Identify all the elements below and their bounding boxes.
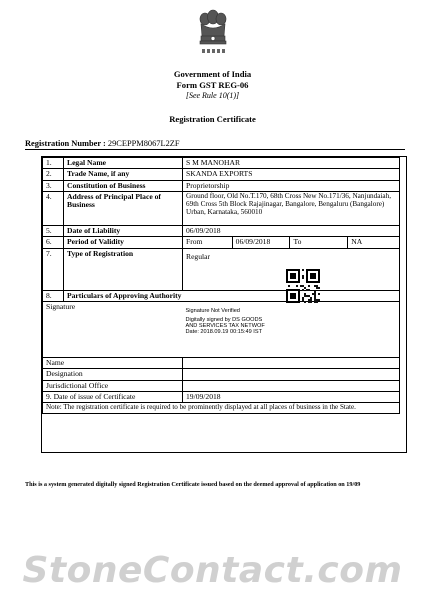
government-heading: Government of India	[173, 69, 252, 79]
table-row	[43, 392, 400, 403]
national-emblem-icon	[196, 8, 230, 60]
signature-label: Signature	[43, 302, 183, 358]
registration-number	[25, 139, 180, 148]
liability-date-label: Date of Liability	[64, 226, 183, 237]
address-value: Ground floor, Old No.T.170, 68th Cross New No.171/36, Nanjundaiah, 69th Cross 5th Block Rajajinagar, Bangalore, Bengaluru (Bangalore) Urban, Karnataka, 560010	[183, 192, 400, 226]
watermark: StoneContact.com	[22, 550, 403, 591]
address-label: Address of Principal Place of Business	[64, 192, 183, 226]
constitution-label: Constitution of Business	[64, 180, 183, 191]
certificate-table	[42, 157, 400, 414]
table-row	[43, 169, 400, 180]
trade-name-value: SKANDA EXPORTS	[183, 169, 400, 180]
designation-label: Designation	[43, 369, 183, 380]
signature-block	[183, 302, 400, 358]
signature-status: Signature Not Verified	[185, 308, 240, 315]
legal-name-value: S M MANOHAR	[183, 158, 400, 169]
table-row	[43, 158, 400, 169]
qr-code-icon	[286, 269, 320, 303]
jurisdictional-office-label: Jurisdictional Office	[43, 380, 183, 391]
jurisdictional-office-value	[183, 380, 400, 391]
table-row	[43, 192, 400, 226]
liability-date-value: 06/09/2018	[183, 226, 400, 237]
table-row	[43, 290, 400, 301]
row-number: 2.	[43, 169, 64, 180]
designation-value	[183, 369, 400, 380]
validity-to-label: To	[290, 237, 348, 248]
row-number: 6.	[43, 237, 64, 248]
signer-line-2: AND SERVICES TAX NETWOF	[185, 322, 265, 329]
registration-type-label: Type of Registration	[64, 248, 183, 290]
registration-type-value: Regular	[183, 248, 400, 290]
registration-number-value: 29CEPPM8067L2ZF	[107, 139, 180, 148]
approving-authority-label: Particulars of Approving Authority	[64, 290, 400, 301]
signature-row	[43, 302, 400, 358]
signature-date: Date: 2018.09.19 00:15:49 IST	[185, 328, 263, 335]
issue-date-label: 9. Date of issue of Certificate	[43, 392, 183, 403]
name-label: Name	[43, 358, 183, 369]
row-number: 3.	[43, 180, 64, 191]
divider	[25, 149, 405, 150]
row-number: 7.	[43, 248, 64, 290]
row-number: 4.	[43, 192, 64, 226]
constitution-value: Proprietorship	[183, 180, 400, 191]
certificate-title: Registration Certificate	[169, 114, 256, 124]
validity-to-value: NA	[348, 237, 400, 248]
rule-reference: [See Rule 10(1)]	[185, 91, 240, 100]
table-row	[43, 226, 400, 237]
table-row	[43, 380, 400, 391]
row-number: 8.	[43, 290, 64, 301]
trade-name-label: Trade Name, if any	[64, 169, 183, 180]
validity-label: Period of Validity	[64, 237, 183, 248]
table-row	[43, 248, 400, 290]
display-note: Note: The registration certificate is required to be prominently displayed at all places of business in the State.	[43, 403, 400, 414]
table-row	[43, 180, 400, 191]
registration-number-label: Registration Number :	[25, 139, 106, 148]
system-generated-footer: This is a system generated digitally signed Registration Certificate issued based on the deemed approval of application on 19/09	[25, 481, 361, 488]
form-heading: Form GST REG-06	[176, 80, 249, 90]
validity-from-label: From	[183, 237, 233, 248]
row-number: 5.	[43, 226, 64, 237]
table-row	[43, 358, 400, 369]
name-value	[183, 358, 400, 369]
validity-from-value: 06/09/2018	[232, 237, 290, 248]
table-row	[43, 237, 400, 248]
legal-name-label: Legal Name	[64, 158, 183, 169]
signer-line-1: Digitally signed by DS GOODS	[185, 316, 263, 323]
row-number: 1.	[43, 158, 64, 169]
table-row	[43, 369, 400, 380]
table-row	[43, 403, 400, 414]
issue-date-value: 19/09/2018	[183, 392, 400, 403]
